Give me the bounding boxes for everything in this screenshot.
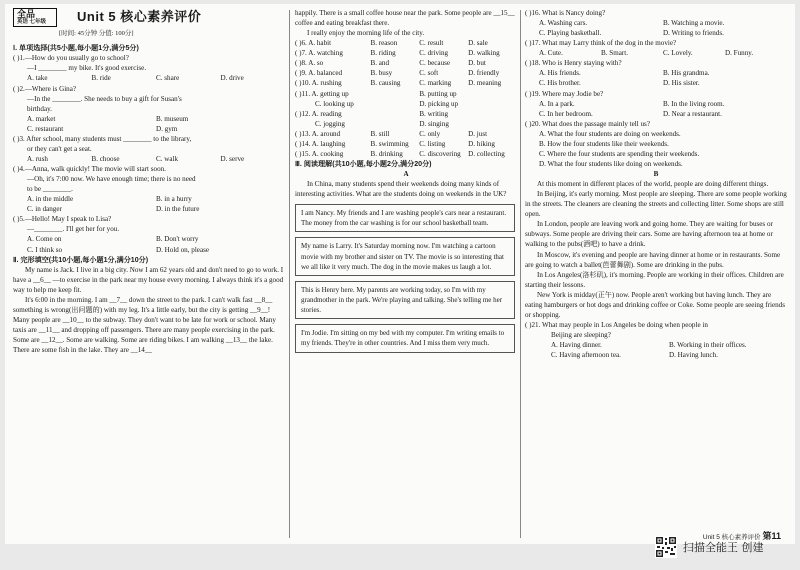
option: D. hiking — [468, 139, 495, 148]
option: B. His grandma. — [663, 69, 710, 78]
cloze-row — [295, 89, 517, 99]
option: D. Near a restaurant. — [663, 109, 722, 118]
q3-options — [13, 154, 285, 164]
option: C. driving — [419, 49, 449, 58]
option: D. Funny. — [725, 49, 754, 58]
option: B. in a hurry — [156, 195, 192, 204]
column-right — [525, 8, 787, 360]
option: A. Washing cars. — [539, 19, 588, 28]
option: B. How the four students like their weekends. — [539, 139, 669, 148]
q21-stem2: Beijing are sleeping? — [551, 331, 611, 339]
option: C. I think so — [27, 245, 63, 254]
section-1-title: Ⅰ. 单项选择(共5小题,每小题1分,满分5分) — [13, 44, 139, 53]
option: C. His brother. — [539, 79, 581, 88]
passage-b-p1: At this moment in different places of the world, people are doing different things. — [537, 180, 769, 189]
q17-options — [525, 48, 787, 58]
option: D. Having lunch. — [669, 351, 718, 360]
cloze-closing: I really enjoy the morning life of the city. — [307, 29, 425, 38]
option: ( )10. A. rushing — [295, 79, 342, 88]
passage-b-p4: In Moscow, it's evening and people are having dinner at home or in restaurants. Some are going to watch a ballet(芭蕾舞剧). Some are drinking in the pubs. — [525, 250, 781, 269]
passage-b-p6: New York is midday(正午) now. People aren't working but having lunch. They are eating hamburgers or hot dogs and drinking coffee or Coke. Some people are seeing friends or shopping. — [525, 290, 785, 319]
option: D. sale — [468, 39, 488, 48]
q5-stem: ( )5.—Hello! May I speak to Lisa? — [13, 215, 112, 224]
q4-stem: ( )4.—Anna, walk quickly! The movie will start soon. — [13, 165, 166, 174]
option: D. What the four students like doing on weekends. — [539, 159, 683, 168]
cloze-row — [295, 119, 517, 129]
cloze-row — [295, 78, 517, 88]
q16-stem: ( )16. What is Nancy doing? — [525, 9, 606, 17]
option: D. in the future — [156, 205, 200, 214]
passage-b-label: B — [653, 170, 659, 178]
option: B. Watching a movie. — [663, 19, 725, 28]
jodie-box: I'm Jodie. I'm sitting on my bed with my computer. I'm writing emails to my friends. They're in other countries. And I miss them very much. — [295, 324, 515, 352]
cloze-continued: happily. There is a small coffee house near the park. Some people are __15__ coffee and eating breakfast there. — [295, 9, 515, 28]
option: ( )6. A. habit — [295, 39, 332, 48]
cloze-row — [295, 68, 517, 78]
footer-label: Unit 5 核心素养评价 — [702, 534, 761, 541]
cloze-row — [295, 149, 517, 159]
option: B. busy — [370, 69, 393, 78]
column-divider — [520, 10, 521, 538]
option: C. discovering — [419, 149, 461, 158]
cloze-row — [295, 48, 517, 58]
qr-code-icon — [655, 536, 677, 558]
option: A. Come on — [27, 235, 62, 244]
cloze-row — [295, 99, 517, 109]
q2-line2: —In the ________. She needs to buy a gift for Susan's — [27, 94, 182, 103]
page-title: Unit 5 核心素养评价 — [77, 9, 202, 25]
option: C. jogging — [315, 119, 345, 128]
option: A. rush — [27, 154, 48, 163]
option: B. choose — [91, 154, 120, 163]
option: B. riding — [370, 49, 396, 58]
cloze-options-table — [295, 38, 517, 159]
option: B. still — [370, 129, 390, 138]
column-divider — [289, 10, 290, 538]
option: B. In the living room. — [663, 99, 725, 108]
column-middle — [295, 8, 517, 358]
option: C. share — [156, 74, 180, 83]
column-left — [13, 8, 285, 355]
option: D. Writing to friends. — [663, 29, 724, 38]
option: C. soft — [419, 69, 439, 78]
q5-options — [13, 234, 285, 254]
option: ( )7. A. watching — [295, 49, 343, 58]
option: ( )11. A. getting up — [295, 89, 349, 98]
option: C. In her bedroom. — [539, 109, 593, 118]
q1-stem: ( )1.—How do you usually go to school? — [13, 54, 129, 63]
option: A. in the middle — [27, 195, 74, 204]
time-score-meta: [时间: 45分钟 分值: 100分] — [59, 30, 134, 38]
cloze-row — [295, 58, 517, 68]
option: C. marking — [419, 79, 452, 88]
cloze-row — [295, 109, 517, 119]
q3-line2: or they can't get a seat. — [27, 144, 92, 153]
option: D. drive — [220, 74, 244, 83]
passage-b-p2: In Beijing, it's early morning. Most people are sleeping. There are some people working in the streets. The cleaners are cleaning the streets and collecting litter. Some shops are still open. — [525, 190, 787, 219]
cloze-paragraph-2: It's 6:00 in the morning. I am __7__ down the street to the park. I can't walk fast __8__ something is wrong(出问题的) with my leg. It's a little early, but the city is getting __9__! Many people are __10__ to the subway. They don't want to be late for work or school. Many taxis are __11__ and dropping off passengers. There are many people exercising in the park. Some are __12__. Some are walking. Some are riding bikes. I am walking __13__ the lake. There are some fish in the lake. They are __14__ — [13, 295, 276, 355]
option: ( )9. A. balanced — [295, 69, 343, 78]
option: D. collecting — [468, 149, 505, 158]
q3-stem: ( )3. After school, many students must ________ to the library, — [13, 134, 192, 143]
cloze-row — [295, 129, 517, 139]
q2-line3: birthday. — [27, 104, 52, 113]
option: C. Lovely. — [663, 49, 693, 58]
option: A. His friends. — [539, 69, 581, 78]
q18-stem: ( )18. Who is Henry staying with? — [525, 59, 622, 68]
option: C. only — [419, 129, 441, 138]
q2-stem: ( )2.—Where is Gina? — [13, 84, 77, 93]
section-3-title: Ⅲ. 阅读理解(共10小题,每小题2分,满分20分) — [295, 159, 432, 168]
passage-a-intro: In China, many students spend their weekends doing many kinds of interesting activities. What are the students doing on weekends in the UK? — [295, 180, 507, 199]
option: C. result — [419, 39, 444, 48]
option: ( )15. A. cooking — [295, 149, 344, 158]
option: ( )12. A. reading — [295, 109, 342, 118]
option: B. ride — [91, 74, 111, 83]
option: D. just — [468, 129, 488, 138]
option: B. causing — [370, 79, 401, 88]
page-number: 第11 — [762, 531, 781, 541]
passage-b-p3: In London, people are leaving work and going home. They are waiting for buses or subways. Some people are driving their cars. Some are having afternoon tea at home or walking to the pubs(酒吧) to have a drink. — [525, 220, 773, 249]
option: A. market — [27, 114, 56, 123]
option: D. friendly — [468, 69, 500, 78]
option: B. reason — [370, 39, 398, 48]
option: ( )8. A. so — [295, 59, 324, 68]
option: D. His sister. — [663, 79, 700, 88]
option: D. walking — [468, 49, 500, 58]
q4-line2: —Oh, it's 7:00 now. We have enough time; there is no need — [27, 175, 196, 184]
option: B. Working in their offices. — [669, 341, 747, 350]
nancy-box: I am Nancy. My friends and I are washing people's cars near a restaurant. The money from the car washing is for our school basketball team. — [295, 204, 515, 232]
passage-b-p5: In Los Angeles(洛杉矶), it's morning. People are working in their offices. Children are starting their lessons. — [525, 270, 784, 289]
option: A. In a park. — [539, 99, 575, 108]
option: C. walk — [156, 154, 179, 163]
option: A. take — [27, 74, 48, 83]
q17-stem: ( )17. What may Larry think of the dog in the movie? — [525, 39, 677, 48]
q1-options — [13, 73, 285, 83]
option: C. Playing basketball. — [539, 29, 602, 38]
scanner-watermark — [655, 536, 764, 558]
henry-box: This is Henry here. My parents are working today, so I'm with my grandmother in the park. We're playing and talking. She's telling me her stories. — [295, 281, 515, 319]
option: D. meaning — [468, 79, 502, 88]
cloze-row — [295, 38, 517, 48]
q21-stem: ( )21. What may people in Los Angeles be doing when people in — [525, 320, 708, 329]
option: D. gym — [156, 124, 178, 133]
q19-options — [525, 99, 787, 119]
logo-line2: 英语 七年级 — [17, 19, 47, 25]
option: C. in danger — [27, 205, 62, 214]
q4-line3: to be ________. — [27, 185, 73, 194]
logo-line1: 全品 — [17, 9, 36, 19]
option: B. Smart. — [601, 49, 628, 58]
q2-options — [13, 114, 285, 134]
option: B. writing — [419, 109, 449, 118]
brand-logo — [13, 8, 57, 27]
q19-stem: ( )19. Where may Jodie be? — [525, 89, 604, 98]
option: D. picking up — [419, 99, 459, 108]
option: C. Where the four students are spending their weekends. — [539, 149, 700, 158]
option: C. looking up — [315, 99, 354, 108]
option: C. listing — [419, 139, 446, 148]
option: A. Having dinner. — [551, 341, 602, 350]
option: C. Having afternoon tea. — [551, 351, 621, 360]
option: ( )14. A. laughing — [295, 139, 346, 148]
option: D. singing — [419, 119, 449, 128]
worksheet-page — [5, 4, 795, 544]
option: B. museum — [156, 114, 189, 123]
q5-line2: —________. I'll get her for you. — [27, 225, 120, 234]
option: D. Hold on, please — [156, 245, 209, 254]
option: B. and — [370, 59, 389, 68]
option: C. because — [419, 59, 451, 68]
larry-box: My name is Larry. It's Saturday morning now. I'm watching a cartoon movie with my brother and sister on TV. The movie is so interesting that we all like it very much. The dog in the movie makes us laugh a lot. — [295, 237, 515, 275]
scanner-text: 扫描全能王 创建 — [683, 541, 764, 554]
q21-options — [525, 340, 787, 360]
option: A. What the four students are doing on weekends. — [539, 129, 681, 138]
option: B. Don't worry — [156, 235, 199, 244]
option: D. serve — [220, 154, 245, 163]
option: A. Cute. — [539, 49, 563, 58]
q4-options — [13, 194, 285, 214]
q20-stem: ( )20. What does the passage mainly tell us? — [525, 119, 650, 128]
option: B. putting up — [419, 89, 457, 98]
header — [13, 8, 285, 27]
cloze-row — [295, 139, 517, 149]
option: ( )13. A. around — [295, 129, 341, 138]
q18-options — [525, 68, 787, 88]
cloze-paragraph-1: My name is Jack. I live in a big city. Now I am 62 years old and don't need to go to work. I have a __6__ —to exercise in the park near my house every morning. I always think it's a good way to help me keep fit. — [13, 265, 284, 294]
option: D. but — [468, 59, 486, 68]
passage-a-label: A — [403, 170, 409, 178]
option: B. drinking — [370, 149, 403, 158]
q1-line2: —I ________ my bike. It's good exercise. — [27, 64, 147, 73]
option: C. restaurant — [27, 124, 64, 133]
q16-options — [525, 18, 787, 38]
section-2-title: Ⅱ. 完形填空(共10小题,每小题1分,满分10分) — [13, 255, 149, 264]
option: B. swimming — [370, 139, 409, 148]
